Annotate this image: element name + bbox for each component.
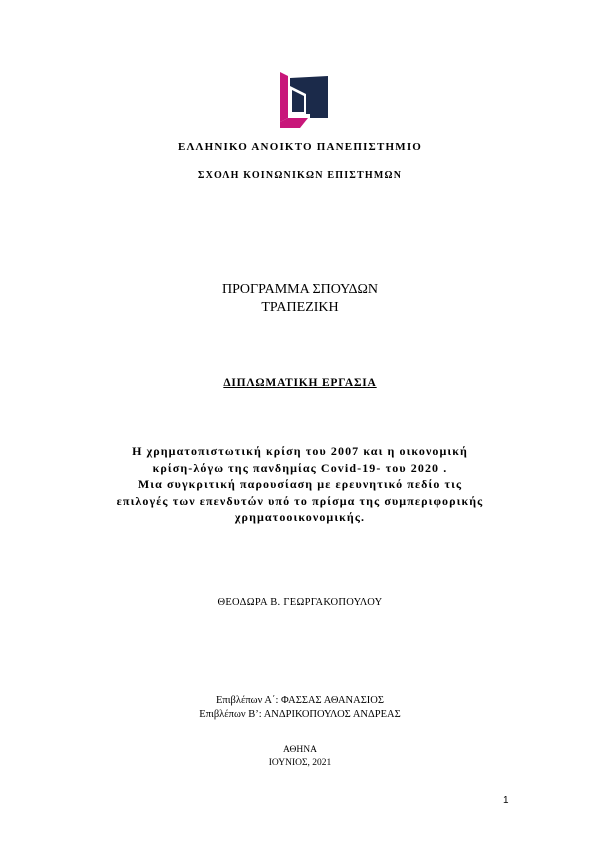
title-line: Η χρηματοπιστωτική κρίση του 2007 και η οικονομική	[132, 444, 468, 458]
date: ΙΟΥΝΙΟΣ, 2021	[268, 758, 332, 768]
program-name: ΤΡΑΠΕΖΙΚΗ	[261, 300, 339, 315]
place: ΑΘΗΝΑ	[283, 745, 317, 755]
page-number: 1	[503, 795, 509, 806]
supervisors-block	[0, 694, 600, 722]
program-block	[0, 281, 600, 317]
title-line: Μια συγκριτική παρουσίαση με ερευνητικό πεδίο τις	[137, 477, 463, 491]
school-name: ΣΧΟΛΗ ΚΟΙΝΩΝΙΚΩΝ ΕΠΙΣΤΗΜΩΝ	[197, 170, 403, 181]
thesis-label: ΔΙΠΛΩΜΑΤΙΚΗ ΕΡΓΑΣΙΑ	[223, 377, 377, 389]
author-name: ΘΕΟΔΩΡΑ Β. ΓΕΩΡΓΑΚΟΠΟΥΛΟΥ	[217, 597, 383, 608]
university-name: ΕΛΛΗΝΙΚΟ ΑΝΟΙΚΤΟ ΠΑΝΕΠΙΣΤΗΜΙΟ	[177, 141, 423, 153]
supervisor-second: Επιβλέπων Β’: ΑΝΔΡΙΚΟΠΟΥΛΟΣ ΑΝΔΡΕΑΣ	[199, 709, 401, 720]
title-line: επιλογές των επενδυτών υπό το πρίσμα της συμπεριφορικής	[116, 493, 484, 508]
title-line: κρίση-λόγω της πανδημίας Covid-19- του 2020 .	[152, 460, 448, 475]
program-label: ΠΡΟΓΡΑΜΜΑ ΣΠΟΥΔΩΝ	[221, 282, 378, 297]
supervisor-first: Επιβλέπων Α΄: ΦΑΣΣΑΣ ΑΘΑΝΑΣΙΟΣ	[215, 695, 384, 706]
place-date-block	[0, 744, 600, 770]
title-line: χρηματοοικονομικής.	[234, 510, 366, 524]
thesis-title	[0, 443, 600, 526]
university-logo-icon	[280, 72, 328, 128]
